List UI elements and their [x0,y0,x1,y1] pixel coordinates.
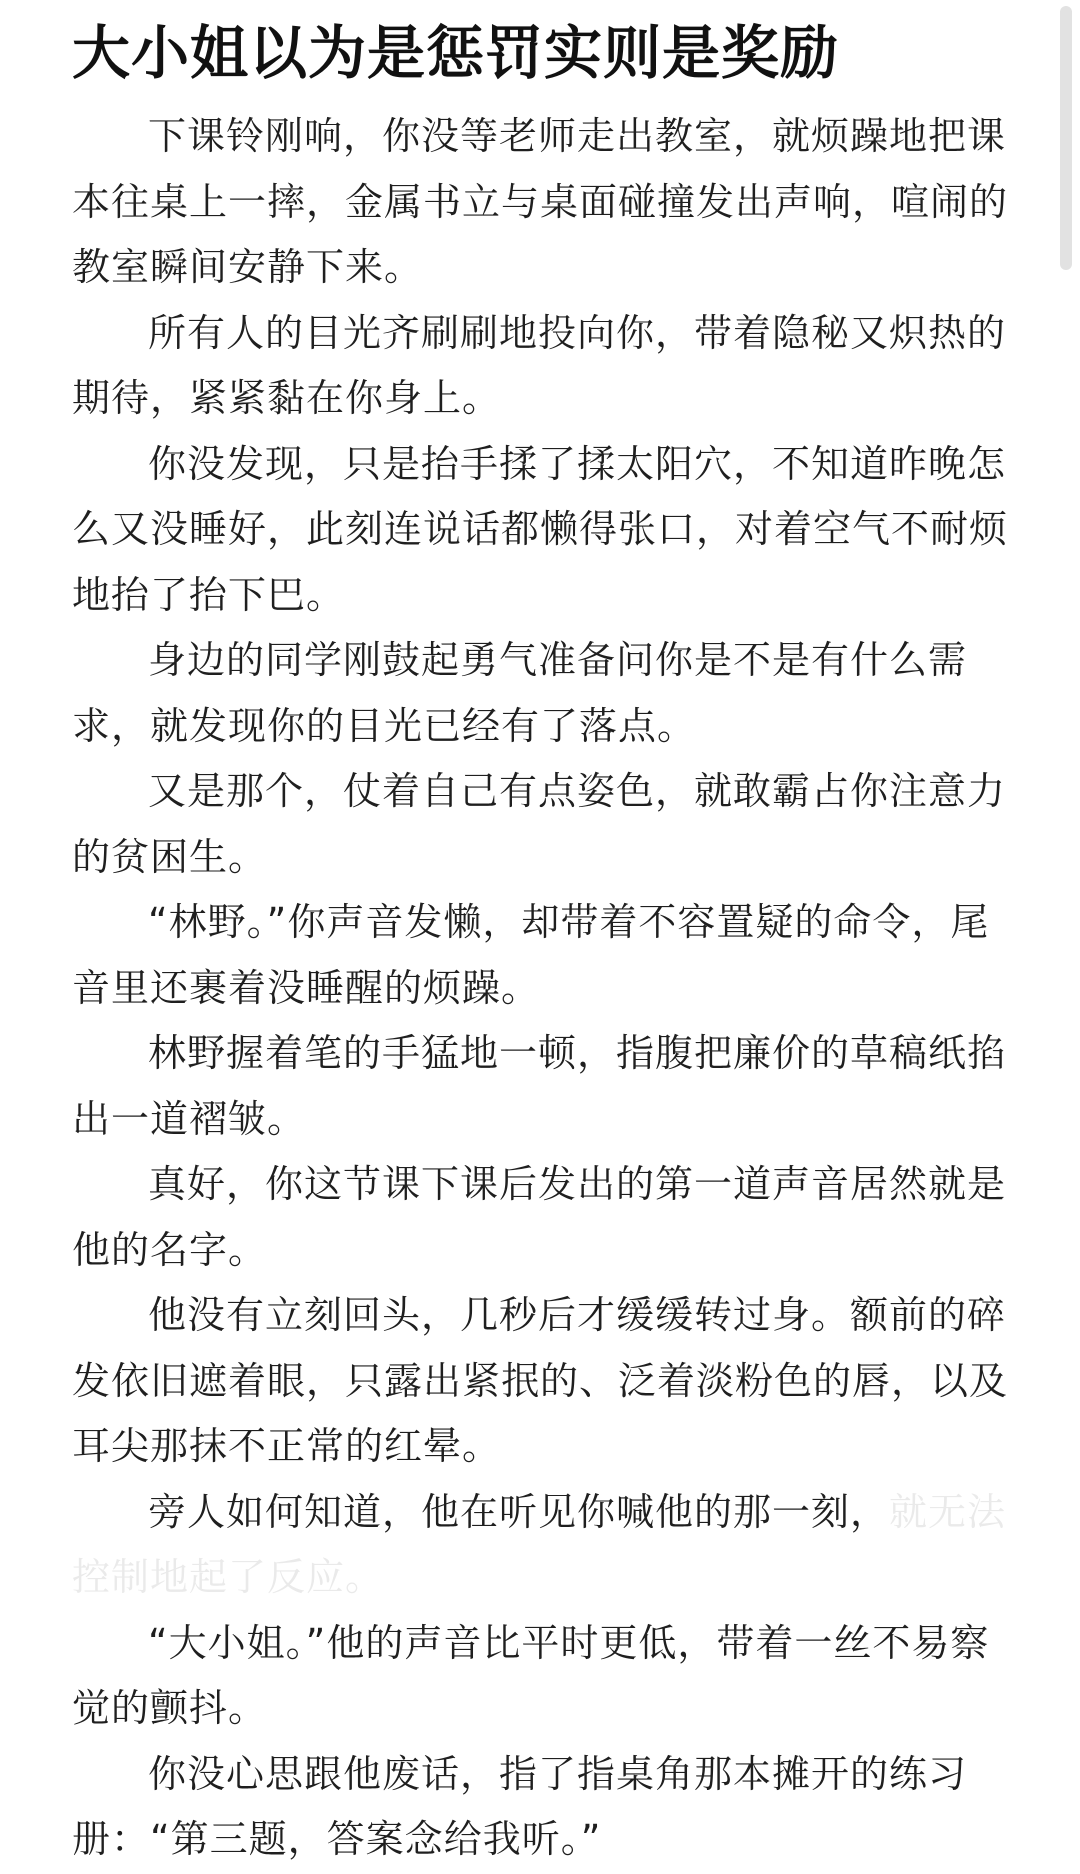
paragraph: 身边的同学刚鼓起勇气准备问你是不是有什么需求，就发现你的目光已经有了落点。 [72,638,968,748]
paragraph-faded-part: 就无法控制地起了反应。 [72,1489,1007,1599]
paragraph-visible-part: 旁人如何知道，他在听见你喊他的那一刻， [148,1489,890,1534]
paragraph: 又是那个，仗着自己有点姿色，就敢霸占你注意力的贫困生。 [72,769,1007,879]
paragraph: 下课铃刚响，你没等老师走出教室，就烦躁地把课本往桌上一摔，金属书立与桌面碰撞发出声响，喧闹的教室瞬间安静下来。 [72,114,1009,289]
article-title: 大小姐以为是惩罚实则是奖励 [72,19,840,87]
paragraph: 所有人的目光齐刷刷地投向你，带着隐秘又炽热的期待，紧紧黏在你身上。 [72,310,1007,420]
paragraph: “大小姐。”他的声音比平时更低，带着一丝不易察觉的颤抖。 [72,1620,990,1730]
paragraph: 你没发现，只是抬手揉了揉太阳穴，不知道昨晚怎么又没睡好，此刻连说话都懒得张口，对着空气不耐烦地抬了抬下巴。 [72,441,1009,617]
paragraph: “林野。”你声音发懒，却带着不容置疑的命令，尾音里还裹着没睡醒的烦躁。 [72,900,990,1010]
paragraph: 他没有立刻回头，几秒后才缓缓转过身。额前的碎发依旧遮着眼，只露出紧抿的、泛着淡粉色的唇，以及耳尖那抹不正常的红晕。 [72,1293,1009,1468]
paragraph-faded [72,1480,1010,1611]
article-body [72,104,1010,1873]
scrollbar[interactable] [1060,6,1072,270]
paragraph: 你没心思跟他废话，指了指桌角那本摊开的练习册：“第三题，答案念给我听。” [72,1751,968,1861]
paragraph: 真好，你这节课下课后发出的第一道声音居然就是他的名字。 [72,1162,1007,1272]
paragraph: 林野握着笔的手猛地一顿，指腹把廉价的草稿纸掐出一道褶皱。 [72,1031,1007,1141]
